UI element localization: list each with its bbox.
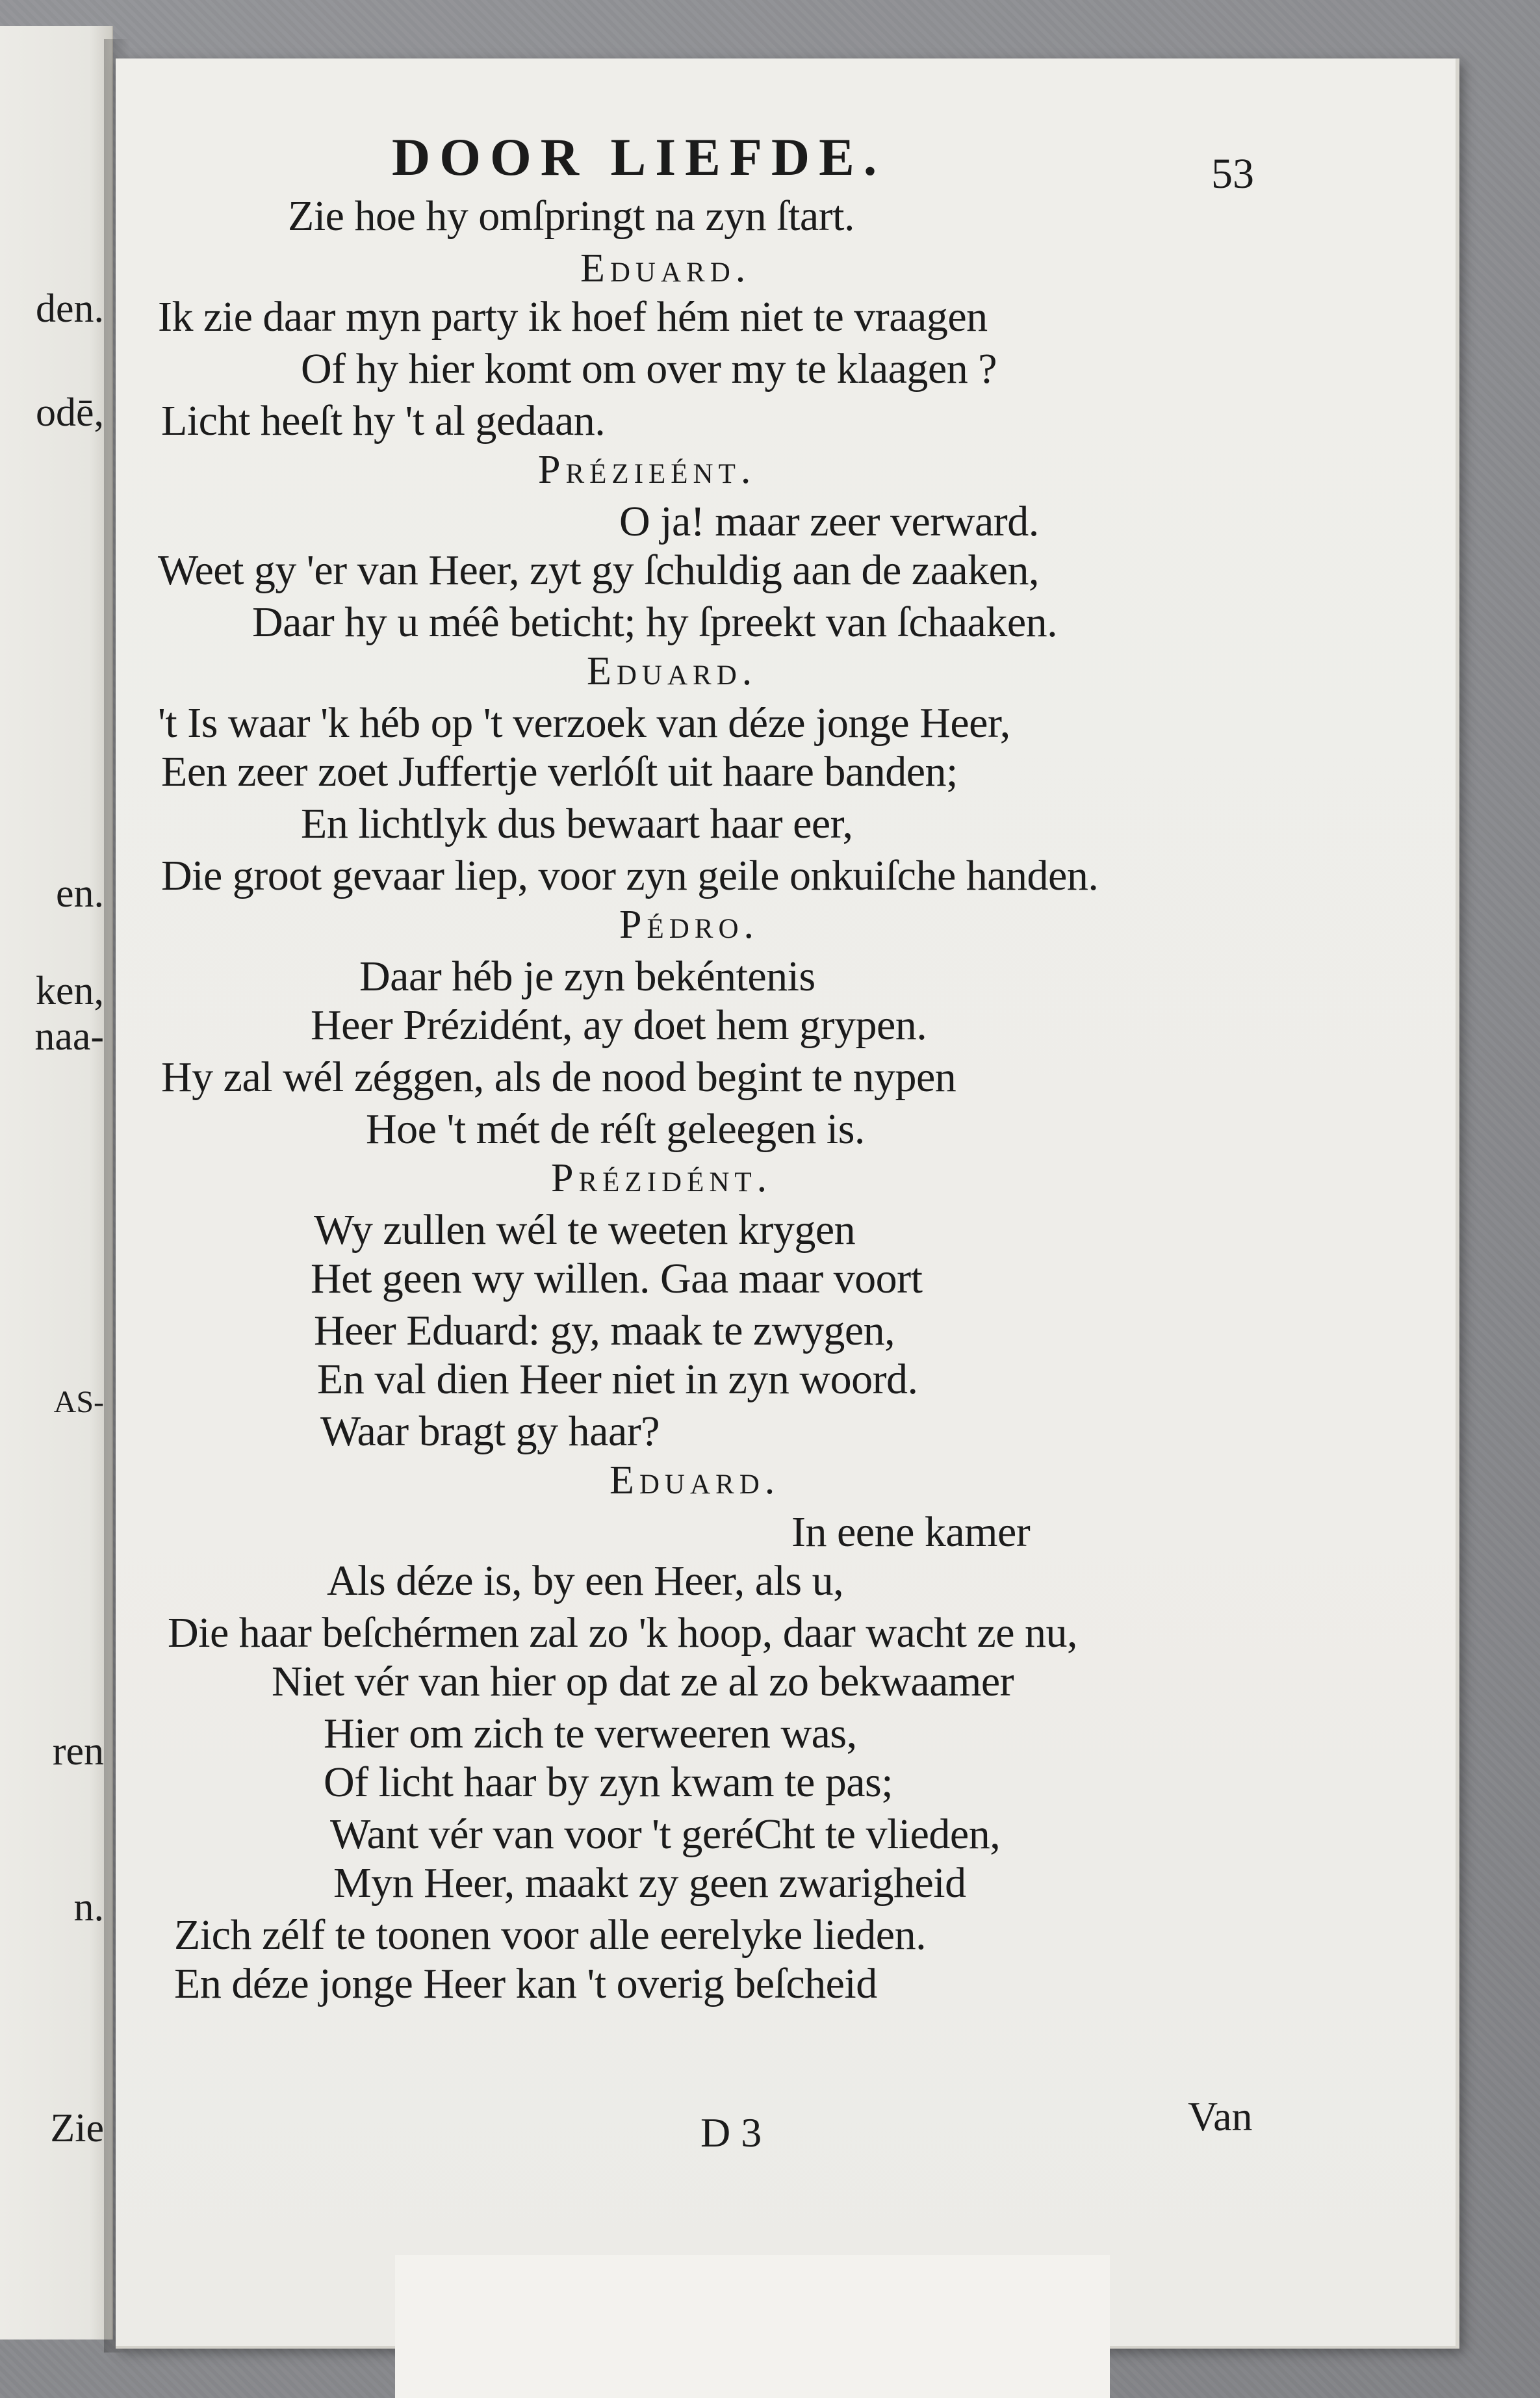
speaker-heading: Prézieént. bbox=[538, 448, 756, 492]
verse-line: Die groot gevaar liep, voor zyn geile onkuiſche handen. bbox=[161, 852, 1099, 899]
running-head: DOOR LIEFDE. bbox=[392, 127, 886, 187]
verse-line: Heer Eduard: gy, maak te zwygen, bbox=[314, 1307, 895, 1354]
verse-line: Ik zie daar myn party ik hoef hém niet te vraagen bbox=[158, 293, 988, 341]
verse-line: Wy zullen wél te weeten krygen bbox=[314, 1206, 856, 1254]
speaker-heading: Pédro. bbox=[619, 903, 760, 947]
verse-line: Myn Heer, maakt zy geen zwarigheid bbox=[333, 1859, 966, 1907]
verse-line: En lichtlyk dus bewaart haar eer, bbox=[301, 800, 853, 847]
verse-line: Hoe 't mét de réſt geleegen is. bbox=[366, 1105, 865, 1153]
verse-line: Zie hoe hy omſpringt na zyn ſtart. bbox=[288, 192, 854, 240]
catchword: Van bbox=[1188, 2093, 1253, 2139]
left-page bbox=[0, 26, 113, 2340]
verse-line: Het geen wy willen. Gaa maar voort bbox=[311, 1255, 923, 1302]
verse-line: Als déze is, by een Heer, als u, bbox=[327, 1557, 844, 1605]
speaker-heading: Eduard. bbox=[580, 246, 751, 290]
left-margin-fragment: ren bbox=[52, 1729, 104, 1773]
verse-line: In eene kamer bbox=[791, 1508, 1031, 1556]
left-margin-fragment: en. bbox=[55, 871, 104, 916]
left-margin-fragment: AS- bbox=[53, 1385, 104, 1419]
left-margin-fragment: ken, bbox=[35, 969, 104, 1013]
signature-mark: D 3 bbox=[700, 2109, 762, 2156]
verse-line: Licht heeſt hy 't al gedaan. bbox=[161, 397, 606, 445]
left-margin-fragment: odē, bbox=[35, 391, 104, 435]
verse-line: Niet vér van hier op dat ze al zo bekwaamer bbox=[272, 1658, 1014, 1705]
speaker-heading: Prézidént. bbox=[551, 1156, 773, 1200]
verse-line: Of licht haar by zyn kwam te pas; bbox=[324, 1759, 893, 1806]
verse-line: Die haar beſchérmen zal zo 'k hoop, daar wacht ze nu, bbox=[168, 1609, 1078, 1657]
verse-line: Hier om zich te verweeren was, bbox=[324, 1710, 857, 1757]
page-number: 53 bbox=[1211, 150, 1254, 198]
verse-line: Want vér van voor 't geréCht te vlieden, bbox=[330, 1811, 1001, 1858]
verse-line: En val dien Heer niet in zyn woord. bbox=[317, 1356, 918, 1403]
verse-line: Heer Prézidént, ay doet hem grypen. bbox=[311, 1001, 927, 1049]
left-margin-fragment: Zie bbox=[50, 2106, 104, 2150]
verse-line: Daar hy u méê beticht; hy ſpreekt van ſchaaken. bbox=[252, 599, 1058, 646]
verse-line: Weet gy 'er van Heer, zyt gy ſchuldig aan de zaaken, bbox=[158, 547, 1039, 594]
verse-line: Een zeer zoet Juffertje verlóſt uit haare banden; bbox=[161, 748, 958, 795]
right-page bbox=[116, 58, 1459, 2349]
verse-line: Of hy hier komt om over my te klaagen ? bbox=[301, 345, 997, 393]
speaker-heading: Eduard. bbox=[587, 649, 758, 693]
verse-line: Hy zal wél zéggen, als de nood begint te nypen bbox=[161, 1053, 956, 1101]
left-margin-fragment: n. bbox=[73, 1885, 104, 1929]
speaker-heading: Eduard. bbox=[610, 1458, 780, 1502]
verse-line: En déze jonge Heer kan 't overig beſcheid bbox=[174, 1960, 877, 2007]
verse-line: Daar héb je zyn bekéntenis bbox=[359, 953, 815, 1000]
verse-line: Waar bragt gy haar? bbox=[320, 1408, 660, 1455]
left-margin-fragment: naa- bbox=[34, 1014, 104, 1059]
left-margin-fragment: den. bbox=[35, 287, 104, 331]
verse-line: 't Is waar 'k héb op 't verzoek van déze jonge Heer, bbox=[158, 699, 1010, 747]
verse-line: Zich zélf te toonen voor alle eerelyke lieden. bbox=[174, 1911, 927, 1959]
verse-line: O ja! maar zeer verward. bbox=[619, 498, 1039, 545]
page-text bbox=[116, 58, 1456, 2346]
